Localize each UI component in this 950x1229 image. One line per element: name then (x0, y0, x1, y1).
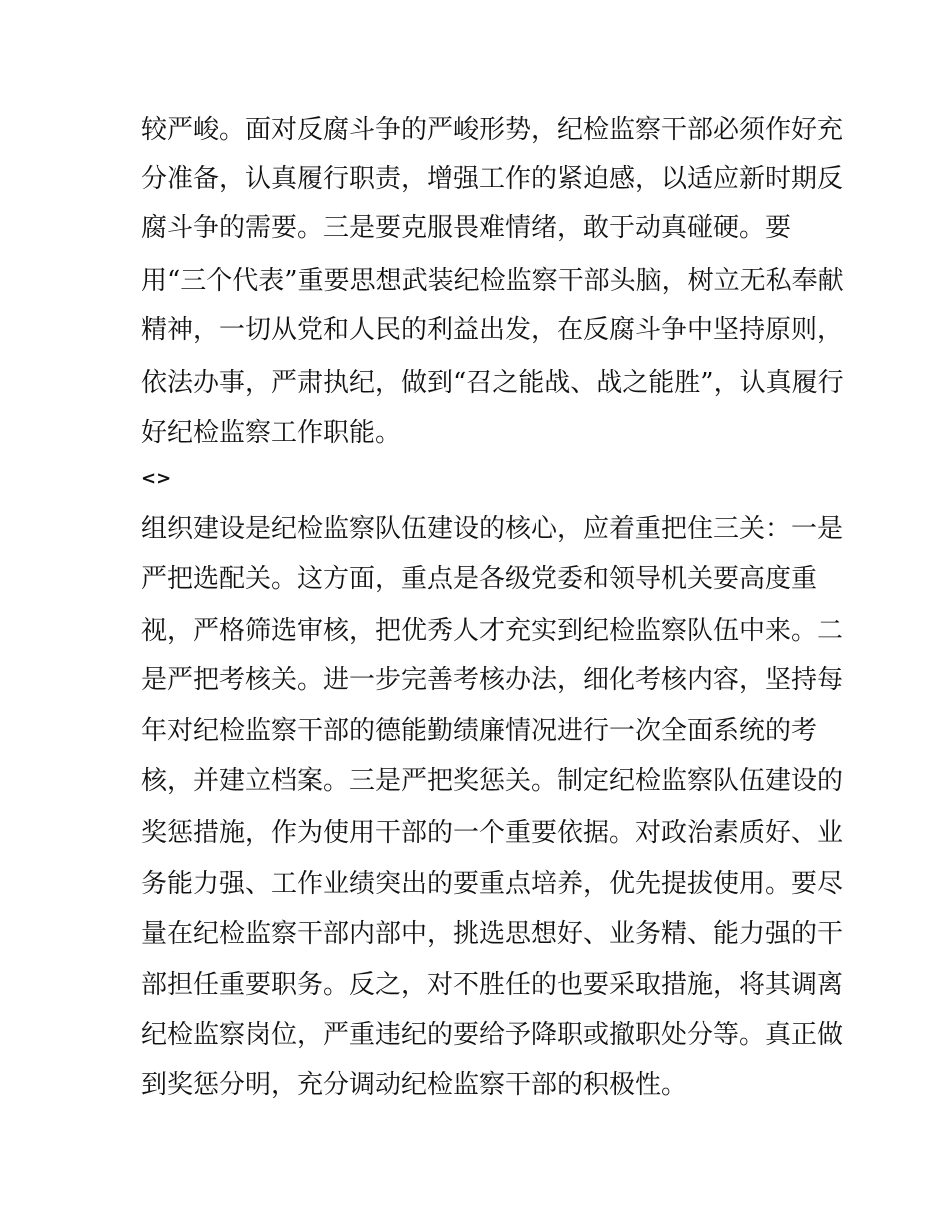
paragraph-2-line: 到奖惩分明，充分调动纪检监察干部的积极性。 (141, 1070, 688, 1100)
paragraph-2-line: 严把选配关。这方面，重点是各级党委和领导机关要高度重 (141, 564, 818, 594)
paragraph-2-line: 部担任重要职务。反之，对不胜任的也要采取措施，将其调离 (141, 970, 844, 1000)
paragraph-2-line: 量在纪检监察干部内部中，挑选思想好、业务精、能力强的干 (141, 919, 844, 949)
paragraph-1-line: 用“三个代表”重要思想武装纪检监察干部头脑，树立无私奉献 (141, 266, 844, 296)
paragraph-1-line: 精神，一切从党和人民的利益出发，在反腐斗争中坚持原则， (141, 315, 844, 345)
paragraph-1-line: 依法办事，严肃执纪，做到“召之能战、战之能胜”，认真履行 (141, 368, 844, 398)
paragraph-1-line: 较严峻。面对反腐斗争的严峻形势，纪检监察干部必须作好充 (141, 115, 844, 145)
paragraph-2-line: 年对纪检监察干部的德能勤绩廉情况进行一次全面系统的考 (141, 716, 818, 746)
paragraph-2-line: 视，严格筛选审核，把优秀人才充实到纪检监察队伍中来。二 (141, 616, 844, 646)
paragraph-2-line: 是严把考核关。进一步完善考核办法，细化考核内容，坚持每 (141, 665, 844, 695)
section-separator: <> (141, 468, 172, 489)
paragraph-1-line: 好纪检监察工作职能。 (141, 418, 402, 448)
paragraph-1-line: 分准备，认真履行职责，增强工作的紧迫感，以适应新时期反 (141, 164, 844, 194)
paragraph-1-line: 腐斗争的需要。三是要克服畏难情绪，敢于动真碰硬。要 (141, 213, 792, 243)
paragraph-2-line: 组织建设是纪检监察队伍建设的核心，应着重把住三关：一是 (141, 514, 844, 544)
paragraph-2-line: 务能力强、工作业绩突出的要重点培养，优先提拔使用。要尽 (141, 869, 844, 899)
paragraph-2-line: 奖惩措施，作为使用干部的一个重要依据。对政治素质好、业 (141, 818, 844, 848)
paragraph-2-line: 纪检监察岗位，严重违纪的要给予降职或撤职处分等。真正做 (141, 1020, 844, 1050)
paragraph-2-line: 核，并建立档案。三是严把奖惩关。制定纪检监察队伍建设的 (141, 766, 844, 796)
